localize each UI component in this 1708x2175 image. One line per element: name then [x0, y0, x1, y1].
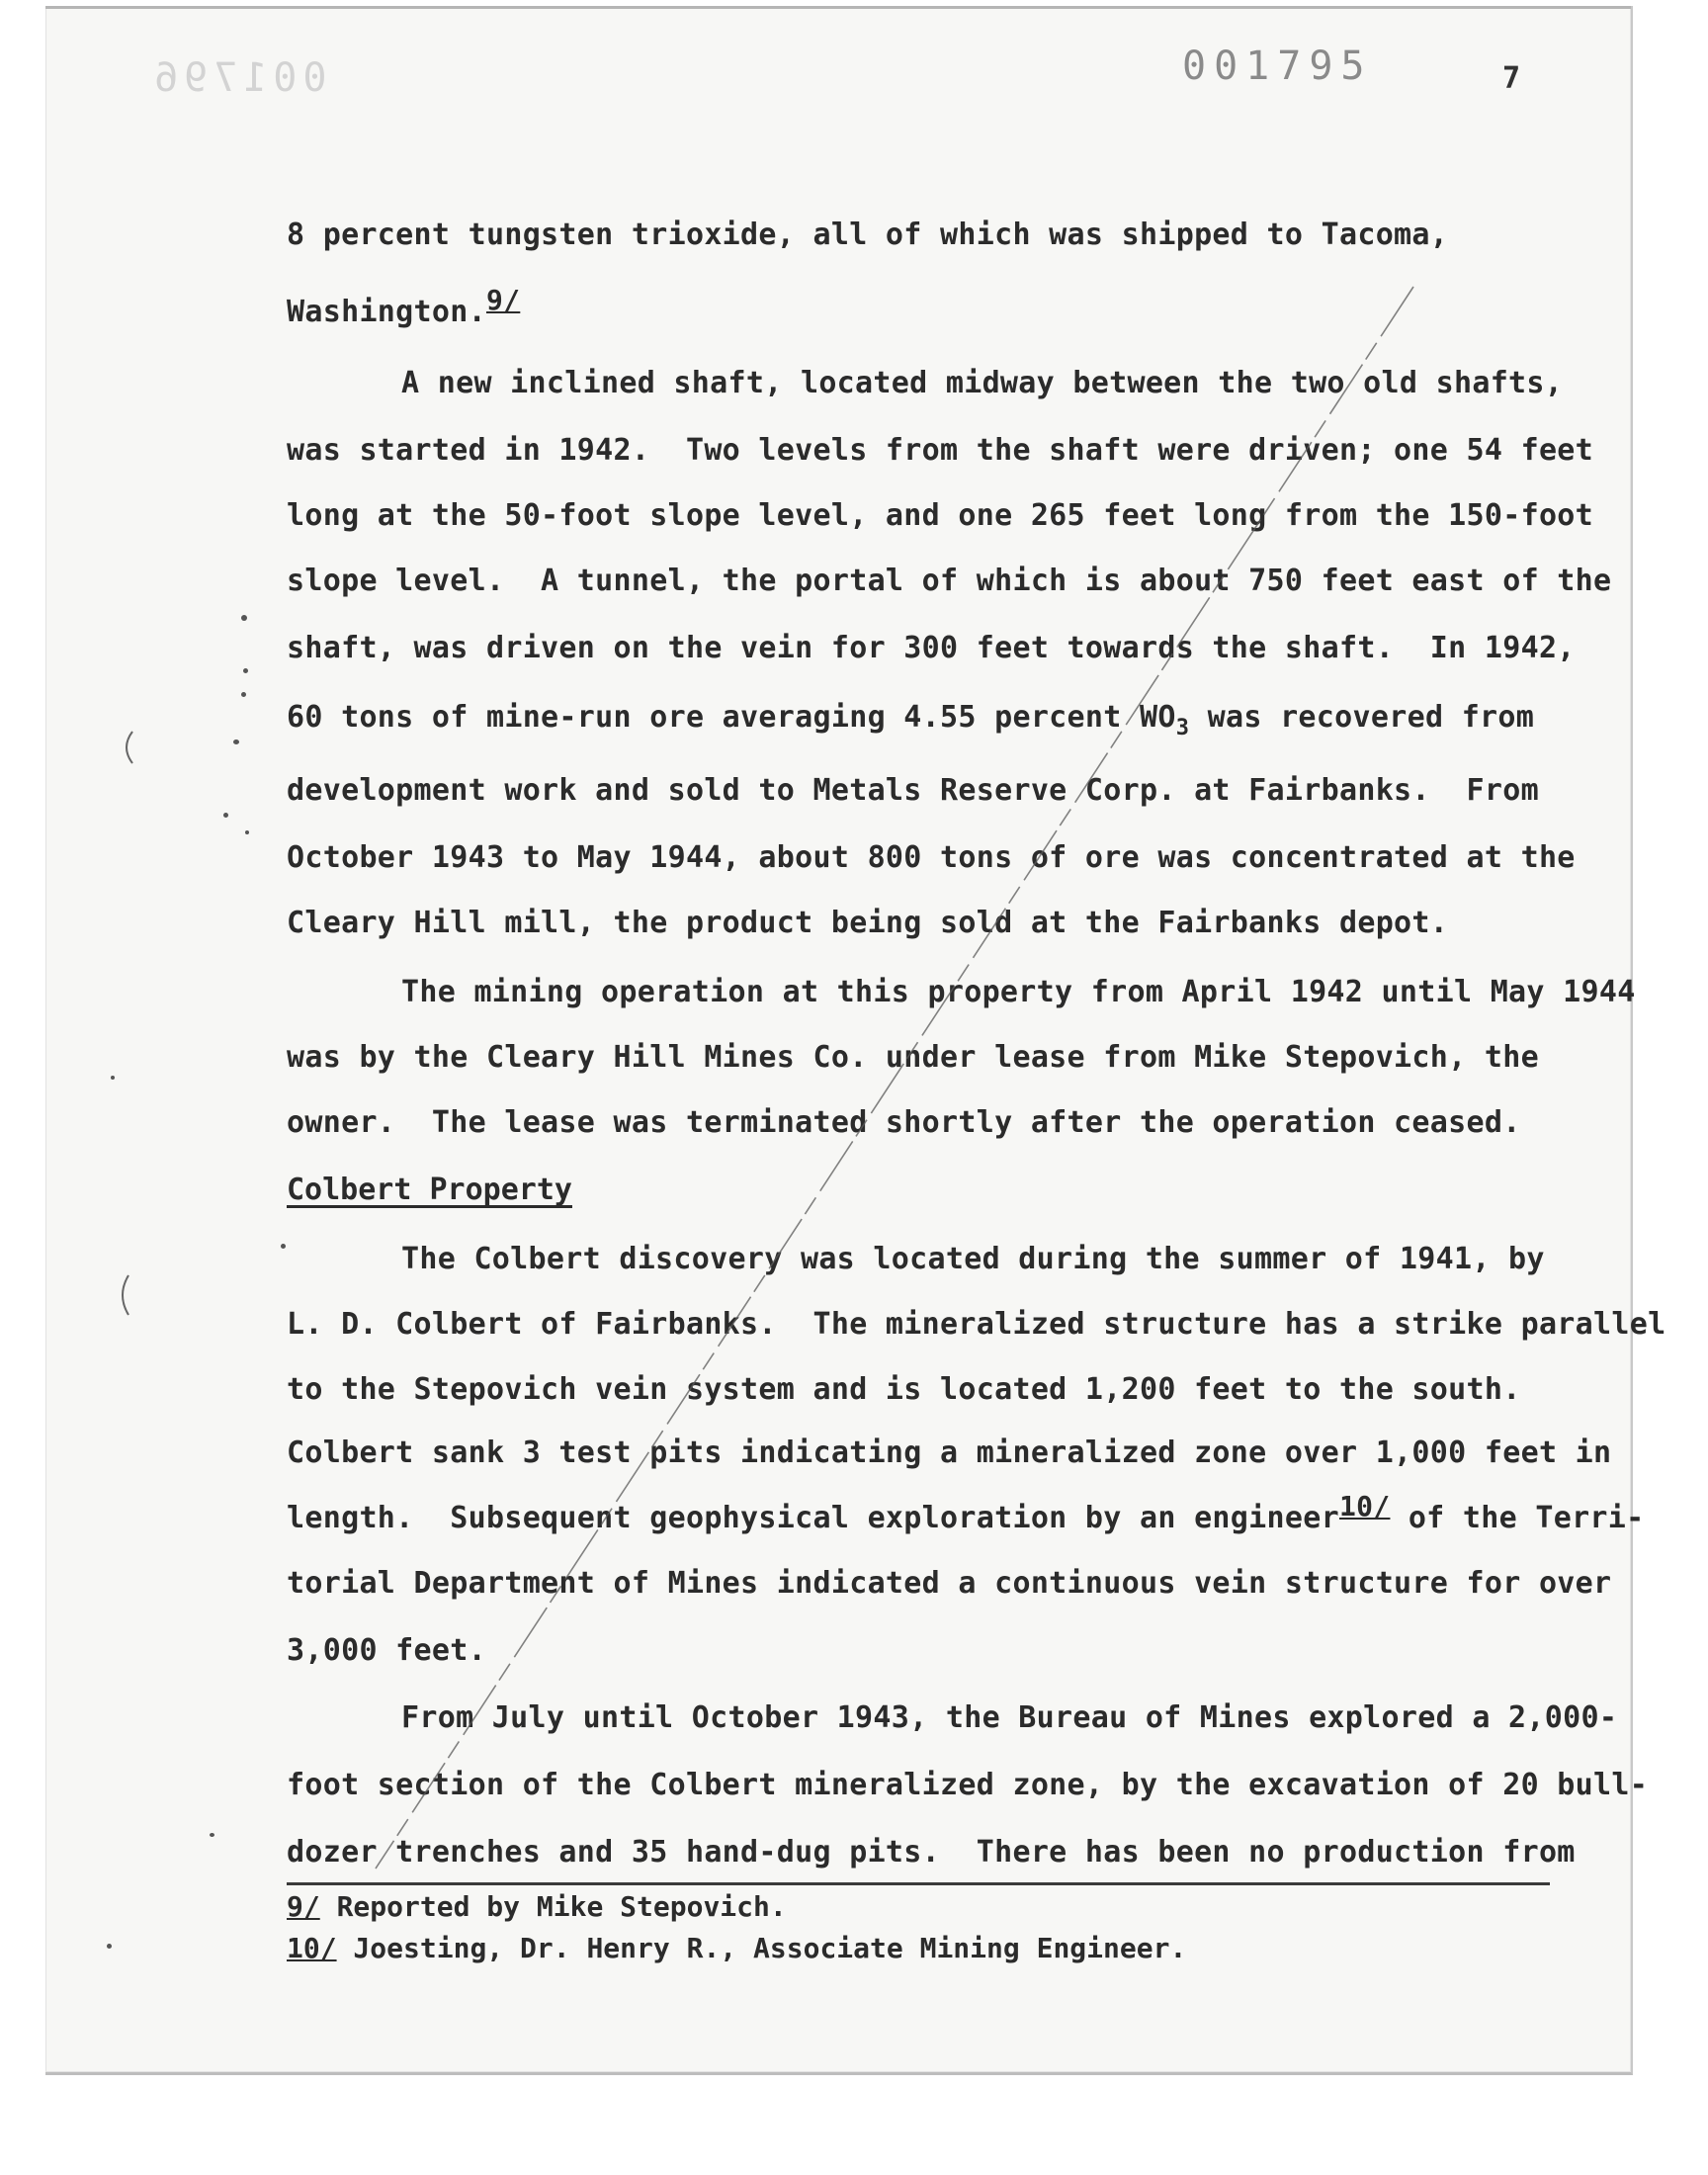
paragraph-start: The mining operation at this property from April 1942 until May 1944	[401, 975, 1636, 1009]
body-line: October 1943 to May 1944, about 800 tons of ore was concentrated at the	[287, 840, 1576, 875]
scan-speck	[245, 830, 249, 834]
paragraph-start: A new inclined shaft, located midway between the two old shafts,	[401, 366, 1564, 400]
footnote-mark: 10/	[287, 1932, 337, 1964]
scan-speck	[210, 1833, 214, 1837]
body-line: slope level. A tunnel, the portal of which is about 750 feet east of the	[287, 564, 1612, 598]
scan-speck	[111, 1076, 115, 1080]
scan-speck	[223, 813, 228, 818]
footnote-text: Joesting, Dr. Henry R., Associate Mining Engineer.	[336, 1932, 1187, 1964]
scan-speck	[241, 692, 246, 697]
scan-speck	[281, 1244, 286, 1249]
body-line: owner. The lease was terminated shortly after the operation ceased.	[287, 1105, 1521, 1140]
section-heading: Colbert Property	[287, 1173, 572, 1207]
body-line: torial Department of Mines indicated a continuous vein structure for over	[287, 1566, 1612, 1601]
body-line: Washington.9/	[287, 284, 521, 329]
body-line: 60 tons of mine-run ore averaging 4.55 percent $WO_3$ was recovered from	[287, 700, 1535, 740]
body-line: 3,000 feet.	[287, 1633, 486, 1668]
bleed-through-number: 001796	[148, 55, 327, 101]
body-line: foot section of the Colbert mineralized zone, by the excavation of 20 bull-	[287, 1768, 1649, 1802]
body-line: shaft, was driven on the vein for 300 feet towards the shaft. In 1942,	[287, 631, 1576, 665]
body-line: development work and sold to Metals Reserve Corp. at Fairbanks. From	[287, 773, 1539, 808]
paragraph-start: From July until October 1943, the Bureau of Mines explored a 2,000-	[401, 1700, 1618, 1735]
stamped-document-number: 001795	[1182, 44, 1373, 89]
scan-speck	[107, 1944, 112, 1949]
footnote-text: Reported by Mike Stepovich.	[319, 1890, 787, 1923]
body-line: to the Stepovich vein system and is located 1,200 feet to the south.	[287, 1372, 1521, 1407]
body-line: dozer trenches and 35 hand-dug pits. There has been no production from	[287, 1835, 1576, 1870]
page-number: 7	[1502, 61, 1521, 96]
scan-speck	[243, 668, 248, 673]
footnote-mark: 9/	[287, 1890, 320, 1923]
body-line: Cleary Hill mill, the product being sold at the Fairbanks depot.	[287, 906, 1449, 940]
scan-speck	[241, 615, 247, 621]
body-line: 8 percent tungsten trioxide, all of which was shipped to Tacoma,	[287, 218, 1449, 252]
subscript: 3	[1175, 716, 1190, 740]
body-line: was by the Cleary Hill Mines Co. under lease from Mike Stepovich, the	[287, 1040, 1539, 1075]
body-line: length. Subsequent geophysical exploration by an engineer10/ of the Terri-	[287, 1490, 1645, 1535]
body-line: long at the 50-foot slope level, and one 265 feet long from the 150-foot	[287, 498, 1594, 533]
footnote-ref-9: 9/	[485, 284, 521, 316]
body-line: was started in 1942. Two levels from the shaft were driven; one 54 feet	[287, 433, 1594, 468]
body-line: L. D. Colbert of Fairbanks. The mineralized structure has a strike parallel	[287, 1307, 1666, 1342]
paragraph-start: The Colbert discovery was located during the summer of 1941, by	[401, 1242, 1545, 1276]
body-line: Colbert sank 3 test pits indicating a mineralized zone over 1,000 feet in	[287, 1436, 1612, 1470]
footnote-ref-10: 10/	[1338, 1490, 1391, 1522]
scan-speck	[233, 740, 239, 744]
